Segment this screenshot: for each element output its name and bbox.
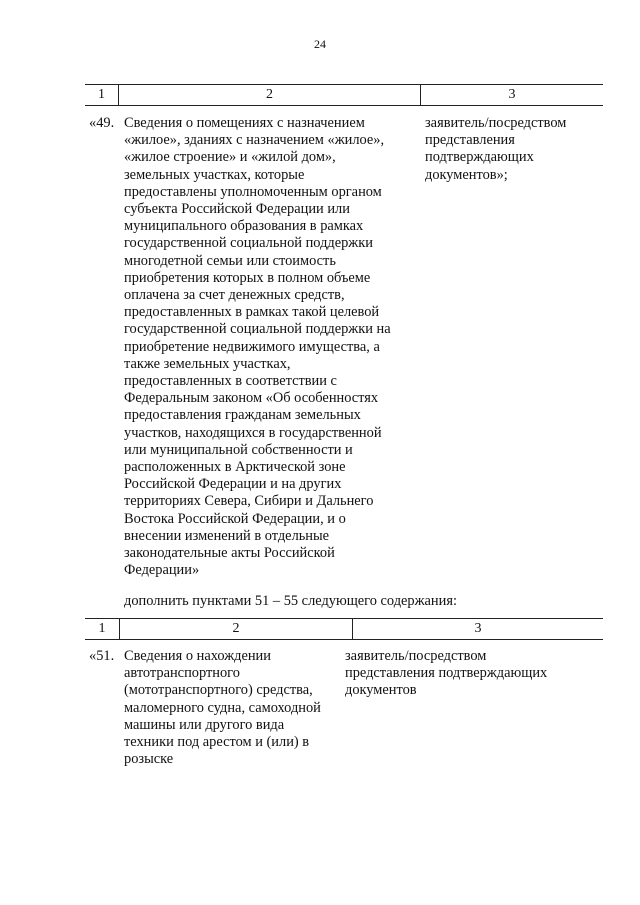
table1-header-col2: 2 (118, 85, 420, 105)
description-line: Федерации» (124, 562, 200, 579)
table2-header-col1: 1 (98, 621, 106, 636)
description-line: Востока Российской Федерации, и о (124, 510, 346, 527)
table2-row-number: «51. (89, 648, 115, 664)
description-line: или муниципальной собственности и (124, 441, 353, 458)
description-line: внесении изменений в отдельные (124, 527, 330, 544)
page-number: 24 (314, 37, 326, 51)
description-line: розыске (124, 751, 174, 768)
table1-row-description (124, 115, 424, 579)
table1-row-source (425, 115, 603, 184)
source-line: заявитель/посредством (345, 648, 487, 664)
description-line: (мототранспортного) средства, (124, 682, 313, 699)
table2-header (85, 618, 603, 640)
source-line: заявитель/посредством (425, 115, 567, 131)
description-line: предоставленных в рамках такой целевой (124, 304, 380, 321)
description-line: машины или другого вида (124, 716, 285, 733)
table2-row-source (345, 648, 603, 700)
source-line: представления (425, 132, 515, 149)
description-line: Сведения о нахождении (124, 648, 271, 664)
description-line: автотранспортного (124, 665, 240, 682)
source-line: документов»; (425, 166, 508, 183)
description-line: территориях Севера, Сибири и Дальнего (124, 493, 374, 510)
description-line: муниципального образования в рамках (124, 218, 364, 235)
description-line: «жилое строение» и «жилой дом», (124, 149, 336, 166)
description-line: предоставлены уполномоченным органом (124, 183, 382, 200)
description-line: государственной социальной поддержки на (124, 321, 391, 338)
description-line: также земельных участках, (124, 355, 291, 372)
description-line: государственной социальной поддержки (124, 235, 373, 252)
description-line: Российской Федерации и на других (124, 476, 342, 493)
description-line: Сведения о помещениях с назначением (124, 115, 365, 131)
table1-header-col1: 1 (98, 87, 105, 102)
source-line: подтверждающих (425, 149, 534, 166)
table1-header (85, 84, 603, 106)
description-line: предоставления гражданам земельных (124, 407, 361, 424)
description-line: оплачена за счет денежных средств, (124, 287, 345, 304)
description-line: земельных участках, которые (124, 166, 305, 183)
table1-header-col3: 3 (420, 85, 603, 105)
description-line: приобретения которых в полном объеме (124, 269, 371, 286)
description-line: техники под арестом и (или) в (124, 734, 310, 751)
description-line: расположенных в Арктической зоне (124, 459, 346, 476)
source-line: представления подтверждающих (345, 665, 548, 682)
description-line: Федеральным законом «Об особенностях (124, 390, 379, 407)
amendment-text: дополнить пунктами 51 – 55 следующего содержания: (124, 593, 457, 609)
table2-row-description (124, 648, 349, 768)
source-line: документов (345, 682, 417, 699)
description-line: «жилое», зданиях с назначением «жилое», (124, 132, 385, 149)
table1-row-number: «49. (89, 115, 115, 131)
description-line: приобретение недвижимого имущества, а (124, 338, 380, 355)
description-line: предоставленных в соответствии с (124, 373, 337, 390)
description-line: участков, находящихся в государственной (124, 424, 382, 441)
description-line: маломерного судна, самоходной (124, 699, 321, 716)
description-line: многодетной семьи или стоимость (124, 252, 336, 269)
description-line: законодательные акты Российской (124, 545, 335, 562)
table2-header-col2: 2 (119, 619, 352, 639)
description-line: субъекта Российской Федерации или (124, 201, 350, 218)
table2-header-col3: 3 (352, 619, 603, 639)
